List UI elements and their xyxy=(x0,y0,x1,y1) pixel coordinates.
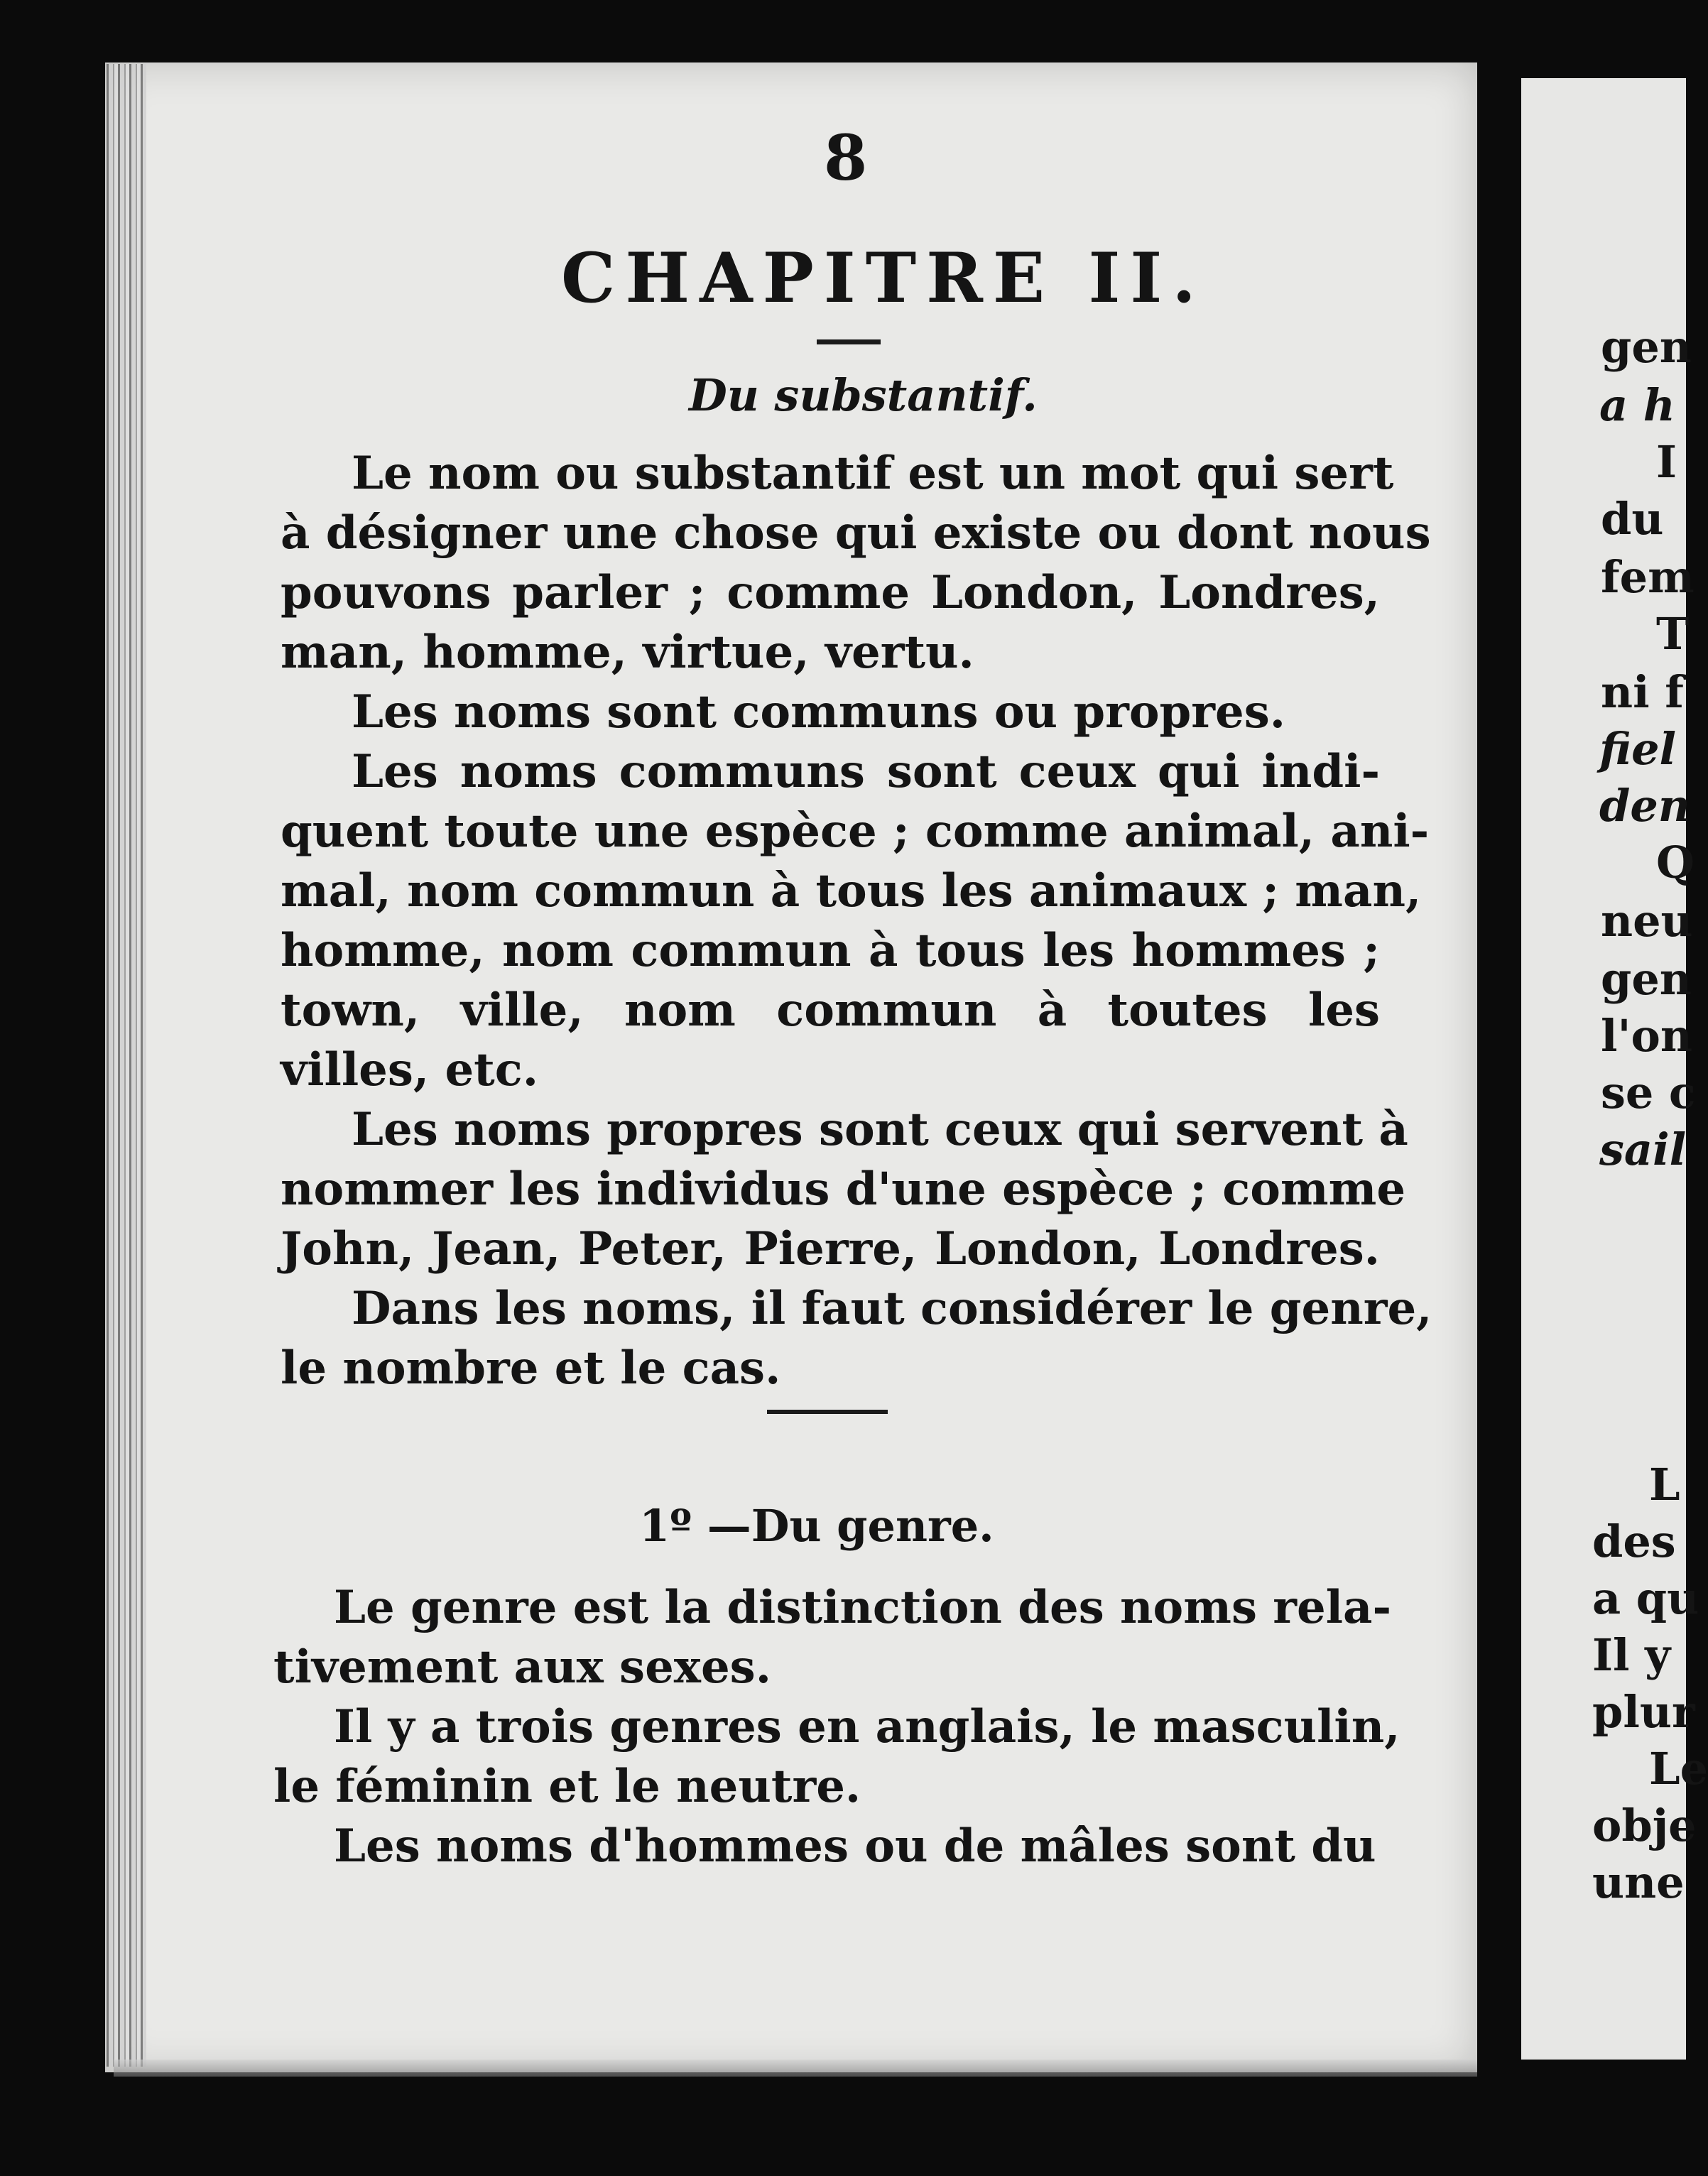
text-line: le féminin et le neutre. xyxy=(273,1760,861,1813)
text-line: Les noms communs sont ceux qui indi- xyxy=(352,745,1380,798)
facing-page-fragment: gen xyxy=(1601,953,1692,1005)
facing-page-fragment: plur xyxy=(1592,1686,1695,1738)
text-line: tivement aux sexes. xyxy=(273,1641,771,1694)
heading-rule xyxy=(817,339,881,344)
text-line: Le nom ou substantif est un mot qui sert xyxy=(352,447,1394,500)
text-line: town, ville, nom commun à toutes les xyxy=(281,984,1380,1037)
page-edge xyxy=(107,64,146,2067)
text-line: quent toute une espèce ; comme animal, ani- xyxy=(281,805,1430,858)
section-rule xyxy=(767,1410,888,1414)
text-line: Les noms sont communs ou propres. xyxy=(352,685,1285,739)
text-line: mal, nom commun à tous les animaux ; man, xyxy=(281,864,1422,918)
facing-page-fragment: ni f xyxy=(1601,666,1684,718)
facing-page-fragment: du xyxy=(1601,493,1664,545)
text-line: Les noms d'hommes ou de mâles sont du xyxy=(334,1819,1376,1873)
subsection-title: 1º —Du genre. xyxy=(639,1500,994,1552)
text-line: villes, etc. xyxy=(281,1043,538,1097)
text-line: homme, nom commun à tous les hommes ; xyxy=(281,924,1380,977)
facing-page-fragment: Il y xyxy=(1592,1629,1671,1681)
section-title: Du substantif. xyxy=(689,369,1038,421)
facing-page-fragment: se c xyxy=(1601,1067,1696,1119)
facing-page-fragment: L xyxy=(1649,1459,1680,1511)
text-line: man, homme, virtue, vertu. xyxy=(281,626,974,679)
page-bottom-edge xyxy=(114,2060,1477,2077)
facing-page-fragment: a h xyxy=(1599,379,1675,431)
facing-page-fragment: fem xyxy=(1601,551,1695,603)
facing-page-fragment: I xyxy=(1656,436,1677,488)
facing-page-fragment: a qu xyxy=(1592,1572,1699,1624)
text-line: nommer les individus d'une espèce ; comme xyxy=(281,1163,1406,1216)
chapter-heading: CHAPITRE II. xyxy=(561,238,1206,318)
facing-page-fragment: Q xyxy=(1656,837,1695,888)
facing-page-fragment: fiel xyxy=(1599,723,1677,775)
text-line: pouvons parler ; comme London, Londres, xyxy=(281,566,1380,619)
facing-page-fragment: des xyxy=(1592,1516,1676,1567)
text-line: Les noms propres sont ceux qui servent à xyxy=(352,1103,1408,1156)
facing-page xyxy=(1521,78,1708,2060)
text-line: le nombre et le cas. xyxy=(281,1342,781,1395)
text-line: à désigner une chose qui existe ou dont nous xyxy=(281,506,1431,560)
facing-page-fragment: den xyxy=(1599,780,1690,832)
facing-page-fragment: gen xyxy=(1601,321,1692,373)
facing-page-fragment: obje xyxy=(1592,1800,1697,1851)
facing-page-fragment: neu xyxy=(1601,895,1693,947)
text-line: Dans les noms, il faut considérer le genre, xyxy=(352,1282,1432,1335)
page-number: 8 xyxy=(824,121,868,195)
text-line: John, Jean, Peter, Pierre, London, Londres. xyxy=(281,1222,1380,1275)
text-line: Il y a trois genres en anglais, le masculin, xyxy=(334,1700,1400,1753)
facing-page-fragment: Le xyxy=(1649,1743,1708,1795)
text-line: Le genre est la distinction des noms rela- xyxy=(334,1581,1392,1634)
facing-page-fragment: sail xyxy=(1599,1124,1687,1175)
facing-page-fragment: l'on xyxy=(1601,1010,1692,1062)
facing-page-fragment: une xyxy=(1592,1856,1685,1908)
facing-page-fragment: T xyxy=(1656,608,1690,660)
